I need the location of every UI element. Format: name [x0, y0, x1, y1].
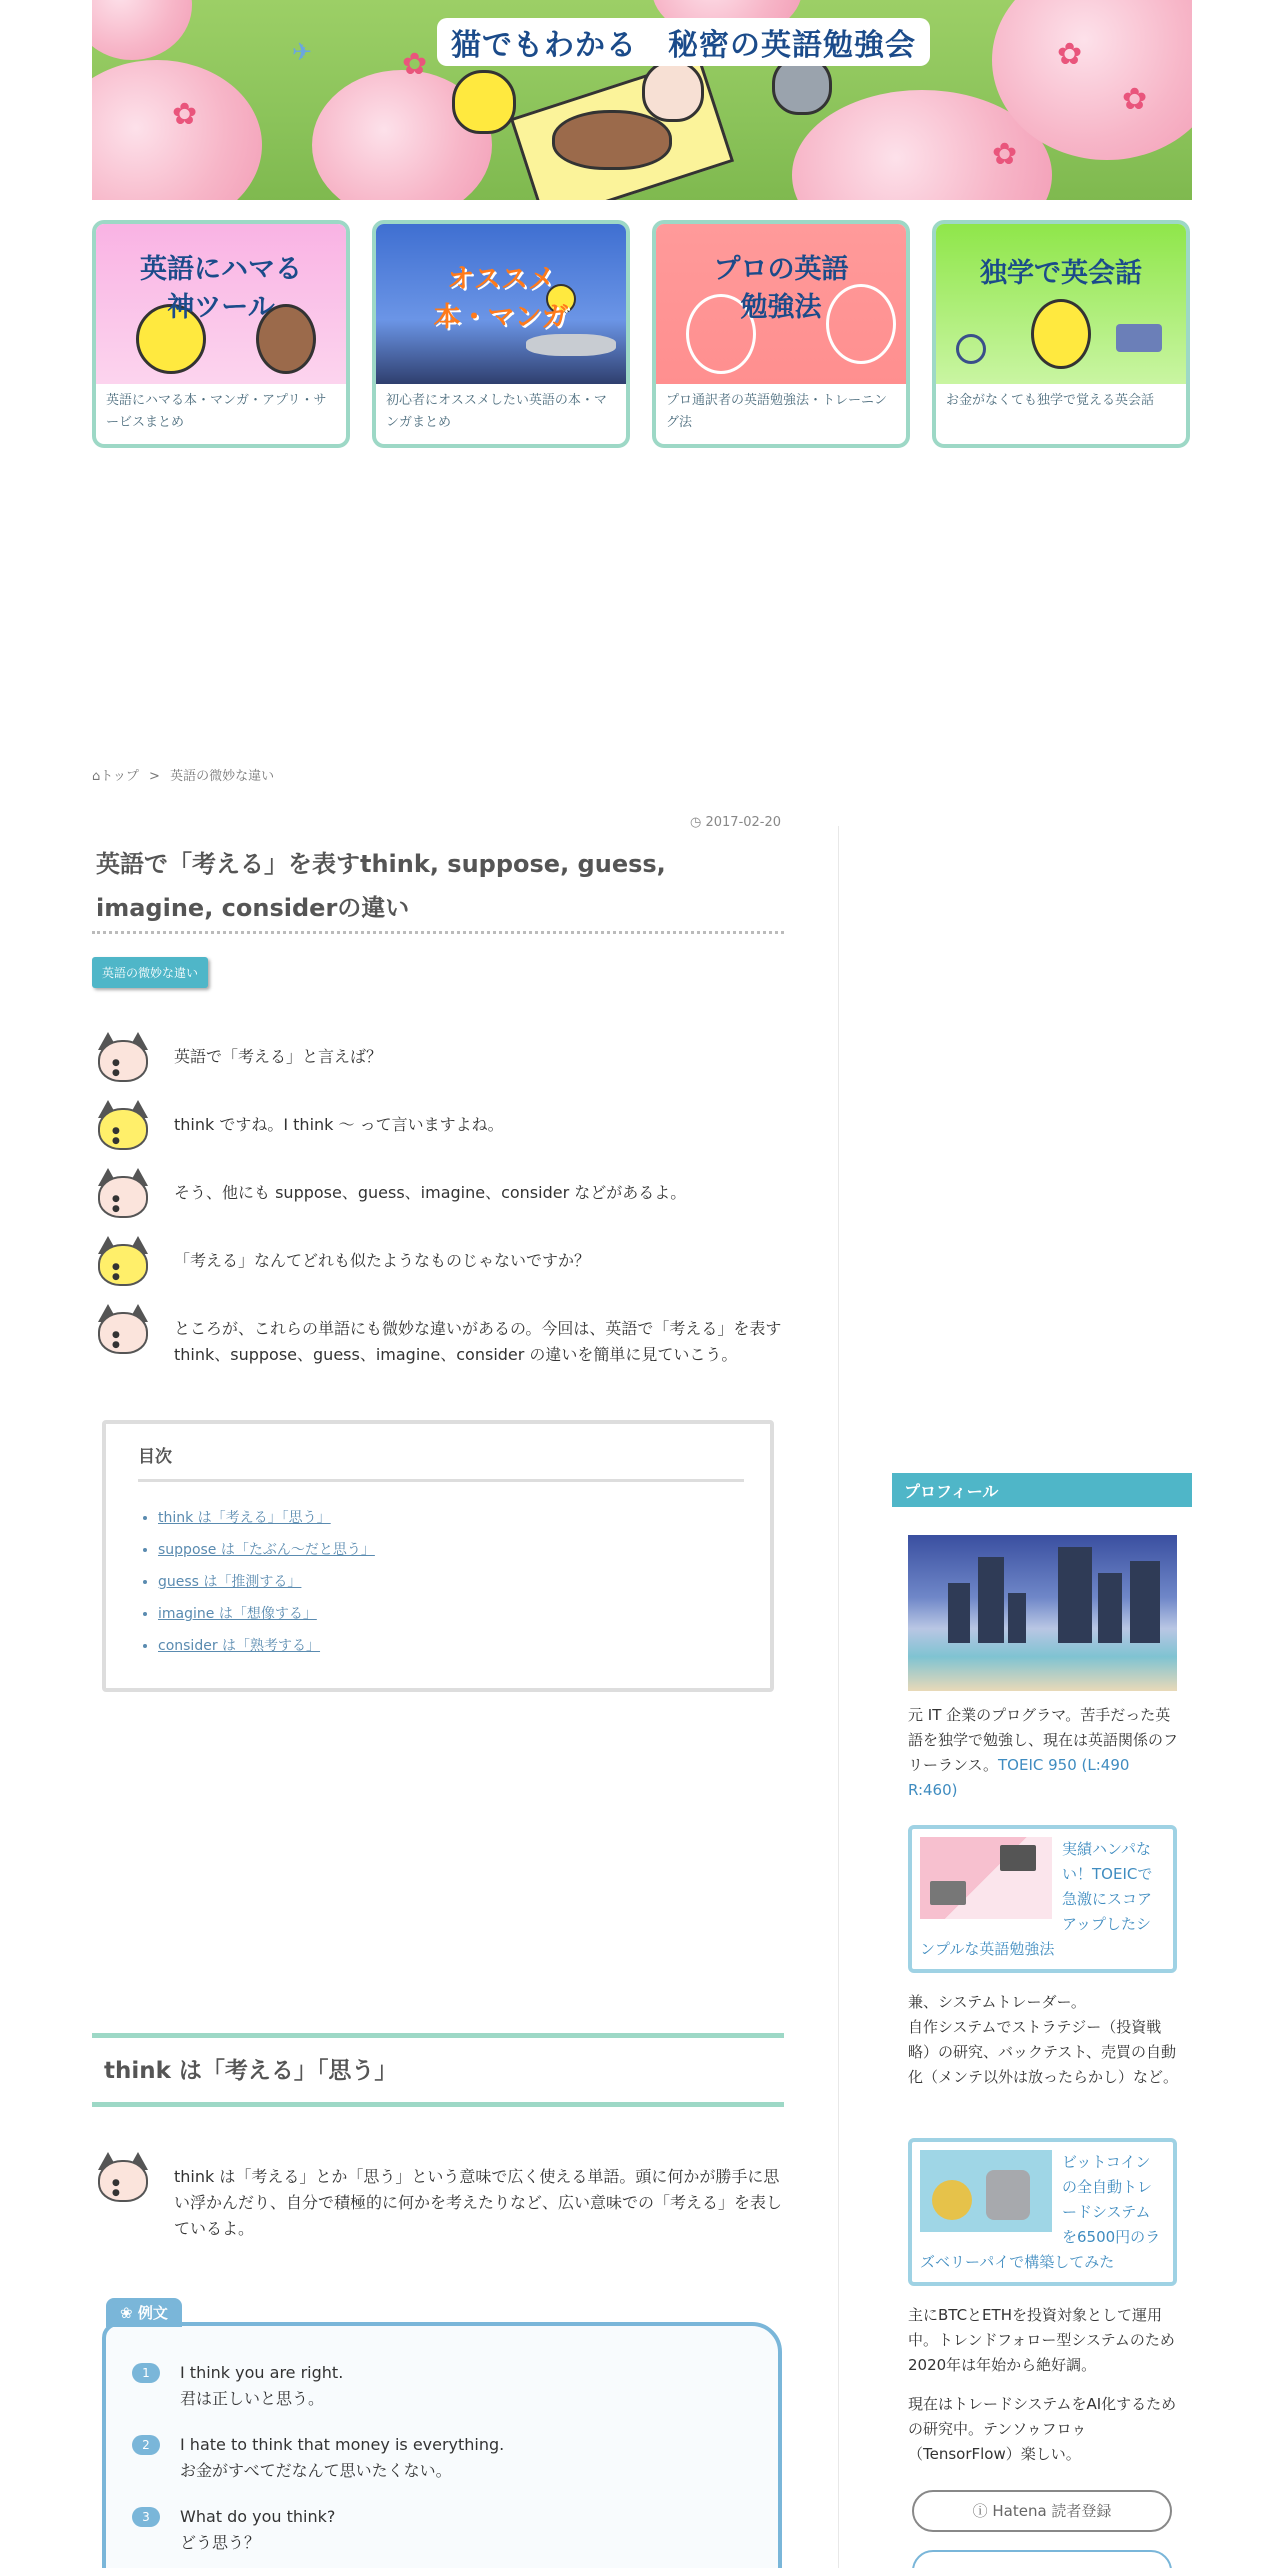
breadcrumb-separator: > [149, 769, 160, 784]
toc-title: 目次 [138, 1442, 744, 1482]
feature-card-desc: 英語にハマる本・マンガ・アプリ・サービスまとめ [106, 393, 327, 430]
toeic-article-thumbnail [920, 1837, 1052, 1919]
yellow-cat-avatar-icon: ● ● [92, 1234, 154, 1290]
related-link-text[interactable]: ビットコインの全自動トレードシステムを6500円のラズベリーパイで構築してみた [920, 2153, 1161, 2271]
profile-research-text: 現在はトレードシステムをAI化するための研究中。テンソゥフロゥ（TensorFlow）楽しい。 [908, 2395, 1177, 2463]
chat-row [92, 1302, 792, 1368]
toc-link[interactable]: • imagine は「想像する」 [158, 1598, 738, 1630]
toc-link[interactable]: • suppose は「たぶん〜だと思う」 [158, 1534, 738, 1566]
pink-cat-icon [642, 60, 704, 122]
bird-icon: ✈ [292, 38, 313, 66]
profile-investing-text: 主にBTCとETHを投資対象として運用中。トレンドフォロー型システムのため2020年は年始から絶好調。 [908, 2306, 1175, 2374]
profile-intro [908, 1703, 1180, 1803]
toeic-score-link[interactable]: TOEIC 950 (L:490 R:460) [908, 1756, 1130, 1799]
cherry-tree-decoration [92, 0, 192, 60]
clock-icon: ◷ [690, 815, 702, 830]
sakura-petal-icon: ✿ [402, 47, 428, 82]
example-en: What do you think? [180, 2507, 336, 2526]
profile-intro-text: 元 IT 企業のプログラマ。苦手だった英語を独学で勉強し、現在は英語関係のフリーランス。 [908, 1706, 1179, 1774]
title-divider [92, 931, 784, 934]
feature-card-desc: プロ通訳者の英語勉強法・トレーニング法 [666, 393, 888, 430]
yellow-cat-icon [452, 70, 516, 134]
column-divider [838, 826, 839, 2568]
headphones-icon [956, 334, 986, 364]
feature-card-tools[interactable] [92, 220, 350, 448]
toc-link[interactable]: • consider は「熟考する」 [158, 1630, 738, 1662]
post-date [690, 815, 781, 830]
example-label [106, 2298, 182, 2327]
chat-row [92, 2150, 792, 2242]
feature-card-image [936, 224, 1186, 384]
profile-photo [908, 1535, 1177, 1691]
example-ja: どう思う？ [180, 2533, 261, 2552]
sakura-petal-icon: ✿ [1057, 37, 1083, 72]
breadcrumb [92, 765, 274, 784]
example-label-text: 例文 [137, 2304, 168, 2322]
feature-card-image [376, 224, 626, 384]
pink-cat-avatar-icon: ● ● [92, 1030, 154, 1086]
feature-card-image [656, 224, 906, 384]
chat-text: 英語で「考える」と言えば？ [174, 1047, 383, 1066]
hatena-icon: ⓘ [972, 2502, 988, 2520]
example-ja: お金がすべてだなんて思いたくない。 [180, 2461, 452, 2480]
chat-text: think は「考える」とか「思う」という意味で広く使える単語。頭に何かが勝手に思い浮かんだり、自分で積極的に何かを考えたりなど、広い意味での「考える」を表しているよ。 [174, 2167, 783, 2238]
feature-card-title: 独学で英会話 [980, 258, 1142, 289]
feature-card-title: プロの英語 勉強法 [713, 254, 849, 323]
chat-row [92, 1234, 792, 1290]
home-icon: ⌂ [92, 769, 101, 784]
pink-cat-avatar-icon: ● ● [92, 1166, 154, 1222]
feature-card-conversation[interactable] [932, 220, 1190, 448]
pink-cat-avatar-icon: ● ● [92, 2150, 154, 2206]
feature-card-books[interactable] [372, 220, 630, 448]
chat-text: そう、他にも suppose、guess、imagine、consider などがあるよ。 [174, 1183, 687, 1202]
rocket-icon [526, 334, 616, 356]
breadcrumb-home[interactable]: トップ [100, 769, 139, 784]
feature-card-title: オススメ 本・マンガ [433, 264, 569, 333]
bitcoin-article-thumbnail [920, 2150, 1052, 2232]
feature-card-image [96, 224, 346, 384]
toc-link[interactable]: • think は「考える」「思う」 [158, 1502, 738, 1534]
chat-row [92, 1166, 792, 1222]
chat-row [92, 1098, 792, 1154]
profile-trader-text: 兼、システムトレーダー。 自作システムでストラテジー（投資戦略）の研究、バックテスト、売買の自動化（メンテ以外は放ったらかし）など。 [908, 1993, 1179, 2086]
feature-card-desc: お金がなくても独学で覚える英会話 [946, 393, 1155, 408]
example-item [132, 2360, 343, 2412]
feature-card-desc: 初心者にオススメしたい英語の本・マンガまとめ [386, 393, 607, 430]
chat-text: think ですね。I think 〜 って言いますよね。 [174, 1115, 504, 1134]
toc-link[interactable]: • guess は「推測する」 [158, 1566, 738, 1598]
site-title: 猫でもわかる 秘密の英語勉強会 [437, 18, 930, 66]
related-link-text[interactable]: 実績ハンパない！TOEICで急激にスコアアップしたシンプルな英語勉強法 [920, 1840, 1153, 1958]
yellow-cat-avatar-icon: ● ● [92, 1098, 154, 1154]
post-date-text: 2017-02-20 [705, 815, 782, 830]
feature-card-study[interactable] [652, 220, 910, 448]
sidebar-heading: プロフィール [892, 1473, 1192, 1507]
chat-row [92, 1030, 792, 1086]
pink-cat-avatar-icon: ● ● [92, 1302, 154, 1358]
example-en: I hate to think that money is everything. [180, 2435, 505, 2454]
sakura-petal-icon: ✿ [1122, 82, 1148, 117]
breadcrumb-current[interactable]: 英語の微妙な違い [170, 769, 275, 784]
related-link-card[interactable] [908, 2138, 1177, 2286]
sakura-petal-icon: ✿ [992, 137, 1018, 172]
example-item [132, 2504, 335, 2556]
example-box [102, 2304, 782, 2568]
article-title: 英語で「考える」を表すthink, suppose, guess, imagine, considerの違い [96, 850, 666, 922]
chat-text: 「考える」なんてどれも似たようなものじゃないですか？ [174, 1251, 591, 1270]
example-en: I think you are right. [180, 2363, 344, 2382]
laptop-icon [1116, 324, 1162, 352]
table-of-contents [102, 1420, 774, 1692]
example-item [132, 2432, 504, 2484]
site-header-banner[interactable] [92, 0, 1192, 200]
follow-button[interactable] [912, 2550, 1172, 2568]
hatena-subscribe-button[interactable] [912, 2490, 1172, 2532]
example-number: 2 [132, 2435, 160, 2455]
example-number: 3 [132, 2507, 160, 2527]
brown-dog-icon [552, 110, 672, 170]
section-heading: think は「考える」「思う」 [92, 2033, 784, 2107]
toc-list [138, 1502, 738, 1662]
example-number: 1 [132, 2363, 160, 2383]
example-ja: 君は正しいと思う。 [180, 2389, 325, 2408]
category-tag[interactable]: 英語の微妙な違い [92, 957, 208, 988]
yellow-cat-icon [1031, 299, 1091, 369]
sakura-petal-icon: ✿ [172, 97, 198, 132]
related-link-card[interactable] [908, 1825, 1177, 1973]
paw-icon: ❀ [120, 2304, 133, 2322]
feature-card-title: 英語にハマる 神ツール [140, 254, 302, 323]
hatena-subscribe-label: Hatena 読者登録 [992, 2502, 1112, 2520]
chat-text: ところが、これらの単語にも微妙な違いがあるの。今回は、英語で「考える」を表す think、suppose、guess、imagine、consider の違いを簡単に見ていこう。 [174, 1319, 782, 1364]
